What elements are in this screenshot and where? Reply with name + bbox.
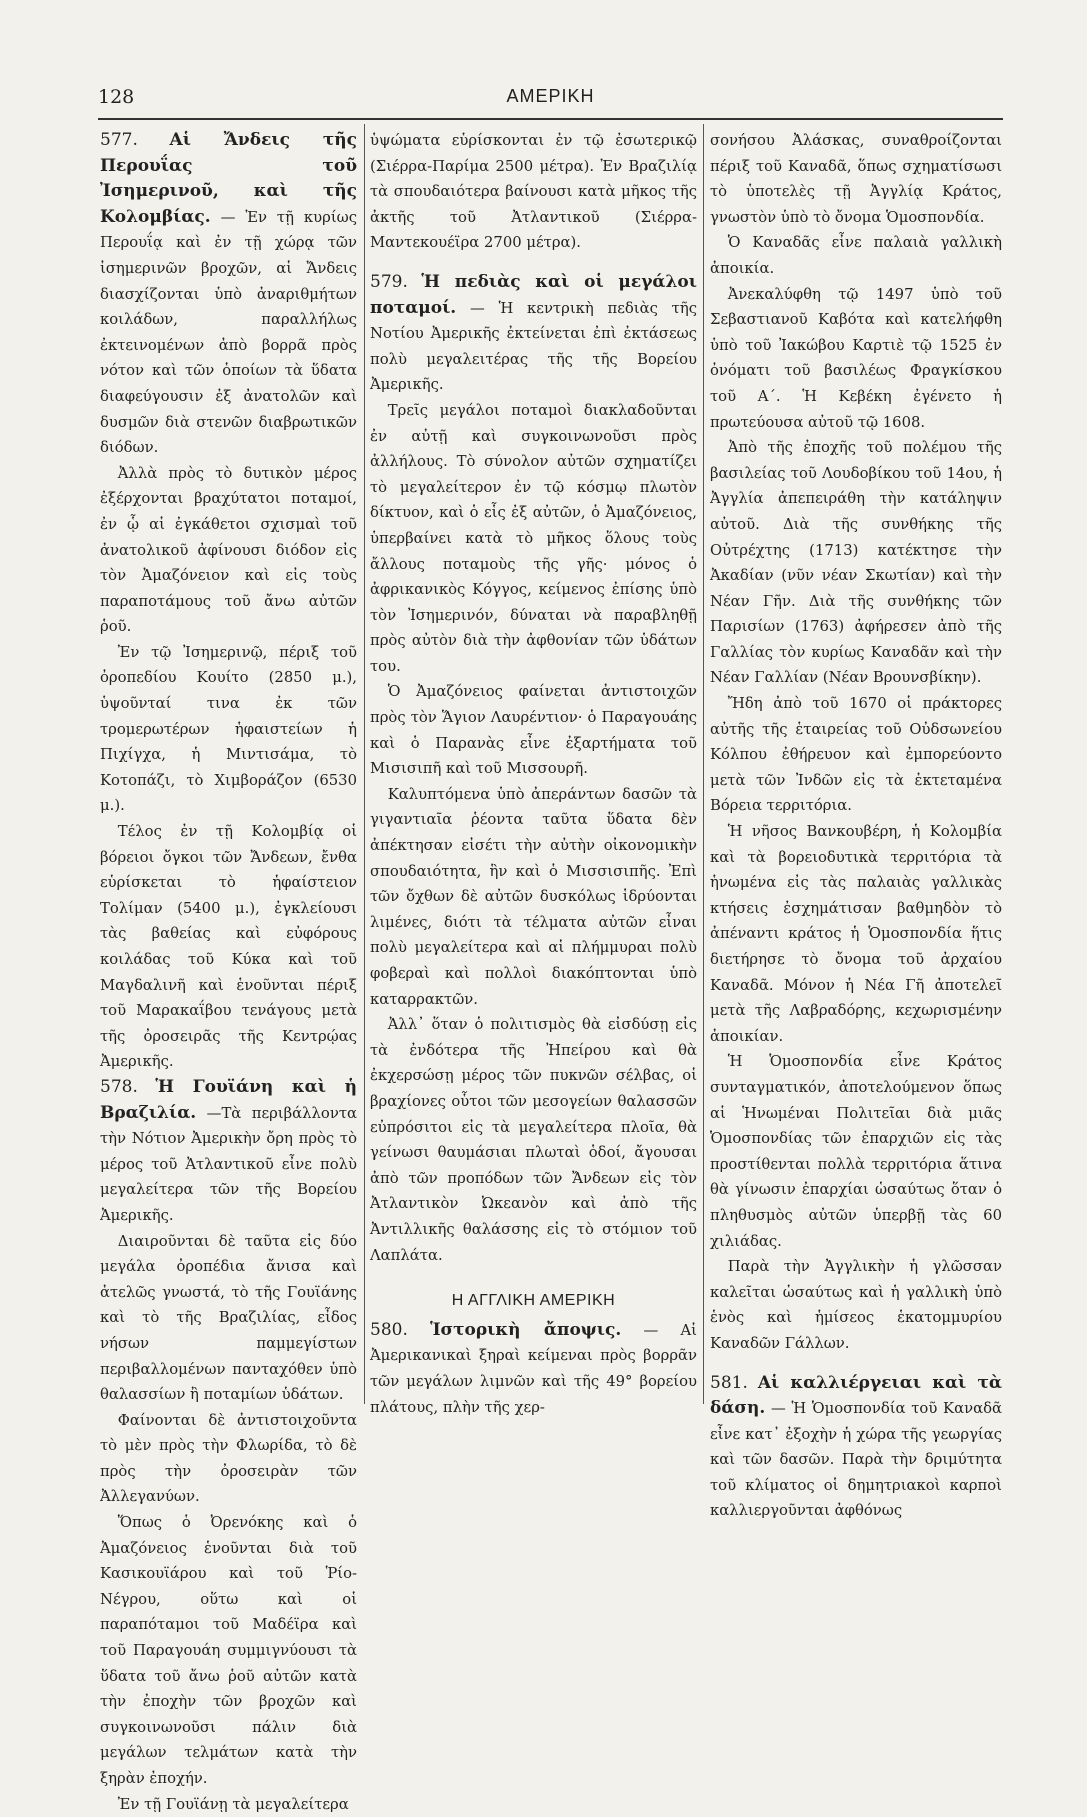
page-header	[98, 86, 1003, 126]
paragraph: σονήσου Ἀλάσκας, συναθροίζονται πέριξ τοῦ Καναδᾶ, ὅπως σχηματίσωσι τὸ ὑποτελὲς τῇ Ἀγγλίᾳ Κράτος, γνωστὸν ὑπὸ τὸ ὄνομα Ὁμοσπονδία.	[710, 132, 1002, 226]
paragraph: Ἀλλὰ πρὸς τὸ δυτικὸν μέρος ἐξέρχονται βραχύτατοι ποταμοί, ἐν ᾧ αἱ ἐγκάθετοι σχισμαὶ τοῦ ἀνατολικοῦ ἀφίνουσι διόδον εἰς τὸν Ἀμαζόνειον καὶ εἰς τοὺς παραποτάμους τοῦ ἄνω αὐτῶν ῥοῦ.	[100, 464, 357, 636]
paragraph: Τρεῖς μεγάλοι ποταμοὶ διακλαδοῦνται ἐν αὐτῇ καὶ συγκοινωνοῦσι πρὸς ἀλλήλους. Τὸ σύνολον αὐτῶν σχηματίζει τὸ μεγαλείτερον ἐν τῷ κόσμῳ πλωτὸν δίκτυον, καὶ ὁ εἷς ἐξ αὐτῶν, ὁ Ἀμαζόνειος, ὑπερβαίνει κατὰ τὸ μῆκος ὅλους τοὺς ἄλλους ποταμοὺς τῆς γῆς· μόνος ὁ ἀφρικανικὸς Κόγγος, κείμενος ἐπίσης ὑπὸ τὸν Ἰσημερινόν, δύναται νὰ παραβληθῇ πρὸς αὐτὸν διὰ τὴν ἀφθονίαν τῶν ὑδάτων του.	[370, 401, 697, 675]
spacer	[370, 256, 697, 270]
paragraph-text: — Ἡ κεντρικὴ πεδιὰς τῆς Νοτίου Ἀμερικῆς ἐκτείνεται ἐπὶ ἐκτάσεως πολὺ μεγαλειτέρας τῆς τῆς Βορείου Ἀμερικῆς.	[370, 299, 697, 394]
spacer	[710, 1357, 1002, 1371]
section-578	[100, 1075, 357, 1229]
paragraph: Ἡ νῆσος Βανκουβέρη, ἡ Κολομβία καὶ τὰ βορειοδυτικὰ τερριτόρια τὰ ἡνωμένα εἰς τὰς παλαιὰς γαλλικὰς κτήσεις ἐσχημάτισαν βαθμηδὸν τὸ ἀπέναντι κράτος ἡ Ὁμοσπονδία ἥτις διετήρησε τὸ ὄνομα τοῦ ἀρχαίου Καναδᾶ. Μόνον ἡ Νέα Γῆ ἀποτελεῖ μετὰ τῆς Λαβραδόρης, κεχωρισμένην ἀποικίαν.	[710, 823, 1002, 1045]
column-divider	[364, 124, 365, 1404]
section-title: Αἱ καλλιέργειαι καὶ τὰ δάση.	[710, 1372, 1002, 1419]
section-number: 578.	[100, 1076, 138, 1097]
section-577	[100, 128, 357, 461]
section-579	[370, 270, 697, 398]
section-title: Ἡ πεδιὰς καὶ οἱ μεγάλοι ποταμοί.	[370, 271, 697, 318]
column-divider	[703, 124, 704, 1404]
paragraph: Καλυπτόμενα ὑπὸ ἀπεράντων δασῶν τὰ γιγαντιαῖα ῥέοντα ταῦτα ὕδατα δὲν ἀπέκτησαν εἰσέτι τὴν αὐτὴν οἰκονομικὴν σπουδαιότητα, ἣν καὶ ὁ Μισσισιπῆς. Ἐπὶ τῶν ὄχθων δὲ αὐτῶν δυσκόλως ἱδρύονται λιμένες, διότι τὰ τέλματα αὐτῶν εἶναι πολὺ μεγαλείτερα καὶ αἱ πλήμμυραι πολὺ φοβεραὶ καὶ πολλοὶ διακόπτονται ὑπὸ καταρρακτῶν.	[370, 785, 697, 1008]
paragraph: Ἤδη ἀπὸ τοῦ 1670 οἱ πράκτορες αὐτῆς τῆς ἑταιρείας τοῦ Οὐδσωνείου Κόλπου ἐθήρευον καὶ ἐμπορεύοντο μετὰ τῶν Ἰνδῶν εἰς τὰ ἐκτεταμένα Βόρεια τερριτόρια.	[710, 695, 1002, 815]
section-title: Αἱ Ἄνδεις τῆς Περουΐας τοῦ Ἰσημερινοῦ, καὶ τῆς Κολομβίας.	[100, 130, 357, 227]
paragraph: Διαιροῦνται δὲ ταῦτα εἰς δύο μεγάλα ὀροπέδια ἄνισα καὶ ἀτελῶς γνωστά, τὸ τῆς Γουϊάνης καὶ τὸ τῆς Βραζιλίας, εἶδος νήσων παμμεγίστων περιβαλλομένων πανταχόθεν ὑπὸ θαλασσίων ἢ ποταμίων ὑδάτων.	[100, 1232, 357, 1404]
paragraph: Παρὰ τὴν Ἀγγλικὴν ἡ γλῶσσαν καλεῖται ὡσαύτως καὶ ἡ γαλλικὴ ὑπὸ ἑνὸς καὶ ἡμίσεος ἑκατομμυρίου Καναδῶν Γάλλων.	[710, 1258, 1002, 1352]
paragraph: Ἐν τῷ Ἰσημερινῷ, πέριξ τοῦ ὀροπεδίου Κουίτο (2850 μ.), ὑψοῦνταί τινα ἐκ τῶν τρομερωτέρων ἡφαιστείων ἡ Πιχίγχα, ἡ Μιντισάμα, τὸ Κοτοπάζι, τὸ Χιμβοράζον (6530 μ.).	[100, 643, 357, 815]
running-title: ΑΜΕΡΙΚΗ	[506, 86, 595, 106]
section-title: Ἱστορικὴ ἄποψις.	[430, 1319, 622, 1340]
header-rule	[98, 118, 1003, 120]
paragraph: Ὁ Καναδᾶς εἶνε παλαιὰ γαλλικὴ ἀποικία.	[710, 234, 1002, 277]
section-number: 579.	[370, 271, 408, 292]
paragraph: Ἀνεκαλύφθη τῷ 1497 ὑπὸ τοῦ Σεβαστιανοῦ Καβότα καὶ κατελήφθη ὑπὸ τοῦ Ἰακώβου Καρτιὲ τῷ 1525 ἐν ὀνόματι τοῦ βασιλέως Φραγκίσκου τοῦ Α΄. Ἡ Κεβέκη ἐγένετο ἡ πρωτεύουσα αὐτοῦ τῷ 1608.	[710, 285, 1002, 431]
page-number: 128	[98, 86, 135, 108]
paragraph: Φαίνονται δὲ ἀντιστοιχοῦντα τὸ μὲν πρὸς τὴν Φλωρίδα, τὸ δὲ πρὸς τὴν ὀροσειρὰν τῶν Ἀλλεγανύων.	[100, 1411, 357, 1506]
paragraph: Ὅπως ὁ Ὀρενόκης καὶ ὁ Ἀμαζόνειος ἑνοῦνται διὰ τοῦ Κασικουϊάρου καὶ τοῦ Ῥίο-Νέγρου, οὕτω καὶ οἱ παραπόταμοι τοῦ Μαδέϊρα καὶ τοῦ Παραγουάη συμμιγνύουσι τὰ ὕδατα τοῦ ἄνω ῥοῦ αὐτῶν κατὰ τὴν ἐποχὴν τῶν βροχῶν καὶ συγκοινωνοῦσι πάλιν διὰ μεγάλων τελμάτων κατὰ τὴν ξηρὰν ἐποχήν.	[100, 1514, 357, 1787]
paragraph: Ἐν τῇ Γουϊάνῃ τὰ μεγαλείτερα	[117, 1795, 349, 1813]
paragraph: Τέλος ἐν τῇ Κολομβίᾳ οἱ βόρειοι ὄγκοι τῶν Ἄνδεων, ἔνθα εὑρίσκεται τὸ ἡφαίστειον Τολίμαν (5400 μ.), ἐγκλείουσι τὰς βαθείας καὶ εὐφόρους κοιλάδας τοῦ Κύκα καὶ τοῦ Μαγδαλινῆ καὶ ἑνοῦνται πέριξ τοῦ Μαρακαΐβου τενάγους μετὰ τῆς ὀροσειρᾶς τῆς Κεντρῴας Ἀμερικῆς.	[100, 823, 357, 1071]
column-middle	[370, 128, 697, 1420]
section-number: 581.	[710, 1372, 748, 1393]
section-number: 580.	[370, 1319, 408, 1340]
section-title: Ἡ Γουϊάνη καὶ ἡ Βραζιλία.	[100, 1076, 357, 1123]
section-number: 577.	[100, 130, 138, 150]
paragraph: Ἀπὸ τῆς ἐποχῆς τοῦ πολέμου τῆς βασιλείας τοῦ Λουδοβίκου τοῦ 14ου, ἡ Ἀγγλία ἀπεπειράθη τὴν κατάληψιν αὐτοῦ. Διὰ τῆς συνθήκης τῆς Οὐτρέχτης (1713) κατέκτησε τὴν Ἀκαδίαν (νῦν νέαν Σκωτίαν) καὶ τὴν Νέαν Γῆν. Διὰ τῆς συνθήκης τῶν Παρισίων (1763) ἀφήρεσεν ἀπὸ τῆς Γαλλίας τὸν κυρίως Καναδᾶν καὶ τὴν Νέαν Γαλλίαν (Νέαν Βρουνσβίκην).	[710, 439, 1002, 687]
paragraph: Ἀλλ᾽ ὅταν ὁ πολιτισμὸς θὰ εἰσδύσῃ εἰς τὰ ἐνδότερα τῆς Ἠπείρου καὶ θὰ ἐκχερσώσῃ μέρος τῶν πυκνῶν σέλβας, οἱ βραχίονες οὗτοι τῶν μεσογείων θαλασσῶν εὐπρόσιτοι εἰς τὰ μεγαλείτερα πλοῖα, θὰ γείνωσι θαυμάσιαι πλωταὶ ὁδοί, ἄγουσαι ἀπὸ τῶν προπόδων τῶν Ἄνδεων εἰς τὸν Ἀτλαντικὸν Ὠκεανὸν καὶ ἀπὸ τῆς Ἀντιλλικῆς θαλάσσης εἰς τὸ στόμιον τοῦ Λαπλάτα.	[370, 1016, 697, 1264]
paragraph: ὑψώματα εὑρίσκονται ἐν τῷ ἐσωτερικῷ (Σιέρρα-Παρίμα 2500 μέτρα). Ἐν Βραζιλίᾳ τὰ σπουδαιότερα βαίνουσι κατὰ μῆκος τῆς ἀκτῆς τοῦ Ἀτλαντικοῦ (Σιέρρα-Μαντεκουέϊρα 2700 μέτρα).	[370, 132, 697, 252]
paragraph-text: — Ἡ Ὁμοσπονδία τοῦ Καναδᾶ εἶνε κατ᾽ ἐξοχὴν ἡ χώρα τῆς γεωργίας καὶ τῶν δασῶν. Παρὰ τὴν δριμύτητα τοῦ κλίματος οἱ δημητριακοὶ καρποὶ καλλιεργοῦνται ἀφθόνως	[710, 1400, 1002, 1520]
paragraph-text: — Ἐν τῇ κυρίως Περουΐᾳ καὶ ἐν τῇ χώρᾳ τῶν ἰσημερινῶν βροχῶν, αἱ Ἄνδεις διασχίζονται ὑπὸ ἀναριθμήτων κοιλάδων, παραλλήλως ἐκτεινομένων ἀπὸ βορρᾶ πρὸς νότον καὶ τῶν ὁποίων τὰ ὕδατα διαφεύγουσιν ἐξ ἀνατολῶν καὶ δυσμῶν διὰ στενῶν διαβρωτικῶν διόδων.	[100, 208, 357, 457]
column-left	[100, 128, 357, 1817]
paragraph: Ὁ Ἀμαζόνειος φαίνεται ἀντιστοιχῶν πρὸς τὸν Ἅγιον Λαυρέντιον· ὁ Παραγουάης καὶ ὁ Παρανὰς εἶνε ἐξαρτήματα τοῦ Μισισιπῆ καὶ τοῦ Μισσουρῆ.	[370, 683, 697, 778]
column-right	[710, 128, 1002, 1524]
paragraph-text: — Αἱ Ἀμερικανικαὶ ξηραὶ κείμεναι πρὸς βορρᾶν τῶν μεγάλων λιμνῶν καὶ τῆς 49° βορείου πλάτους, πλὴν τῆς χερ-	[370, 1321, 697, 1416]
paragraph: Ἡ Ὁμοσπονδία εἶνε Κράτος συνταγματικόν, ἀποτελούμενον ὅπως αἱ Ἡνωμέναι Πολιτεῖαι διὰ μιᾶς Ὁμοσπονδίας τῶν ἐπαρχιῶν εἰς τὰς προστίθενται πολλὰ τερριτόρια ἅτινα θὰ γίνωσιν ἐπαρχίαι ὡσαύτως ὅταν ὁ πληθυσμὸς αὐτῶν ὑπερβῇ τὰς 60 χιλιάδας.	[710, 1053, 1002, 1250]
section-580	[370, 1318, 697, 1420]
chapter-heading: Η ΑΓΓΛΙΚΗ ΑΜΕΡΙΚΗ	[451, 1292, 616, 1310]
section-581	[710, 1371, 1002, 1525]
paragraph-text: —Τὰ περιβάλλοντα τὴν Νότιον Ἀμερικὴν ὄρη πρὸς τὸ μέρος τοῦ Ἀτλαντικοῦ εἶνε πολὺ μεγαλείτερα τῶν τῆς Βορείου Ἀμερικῆς.	[100, 1104, 357, 1224]
